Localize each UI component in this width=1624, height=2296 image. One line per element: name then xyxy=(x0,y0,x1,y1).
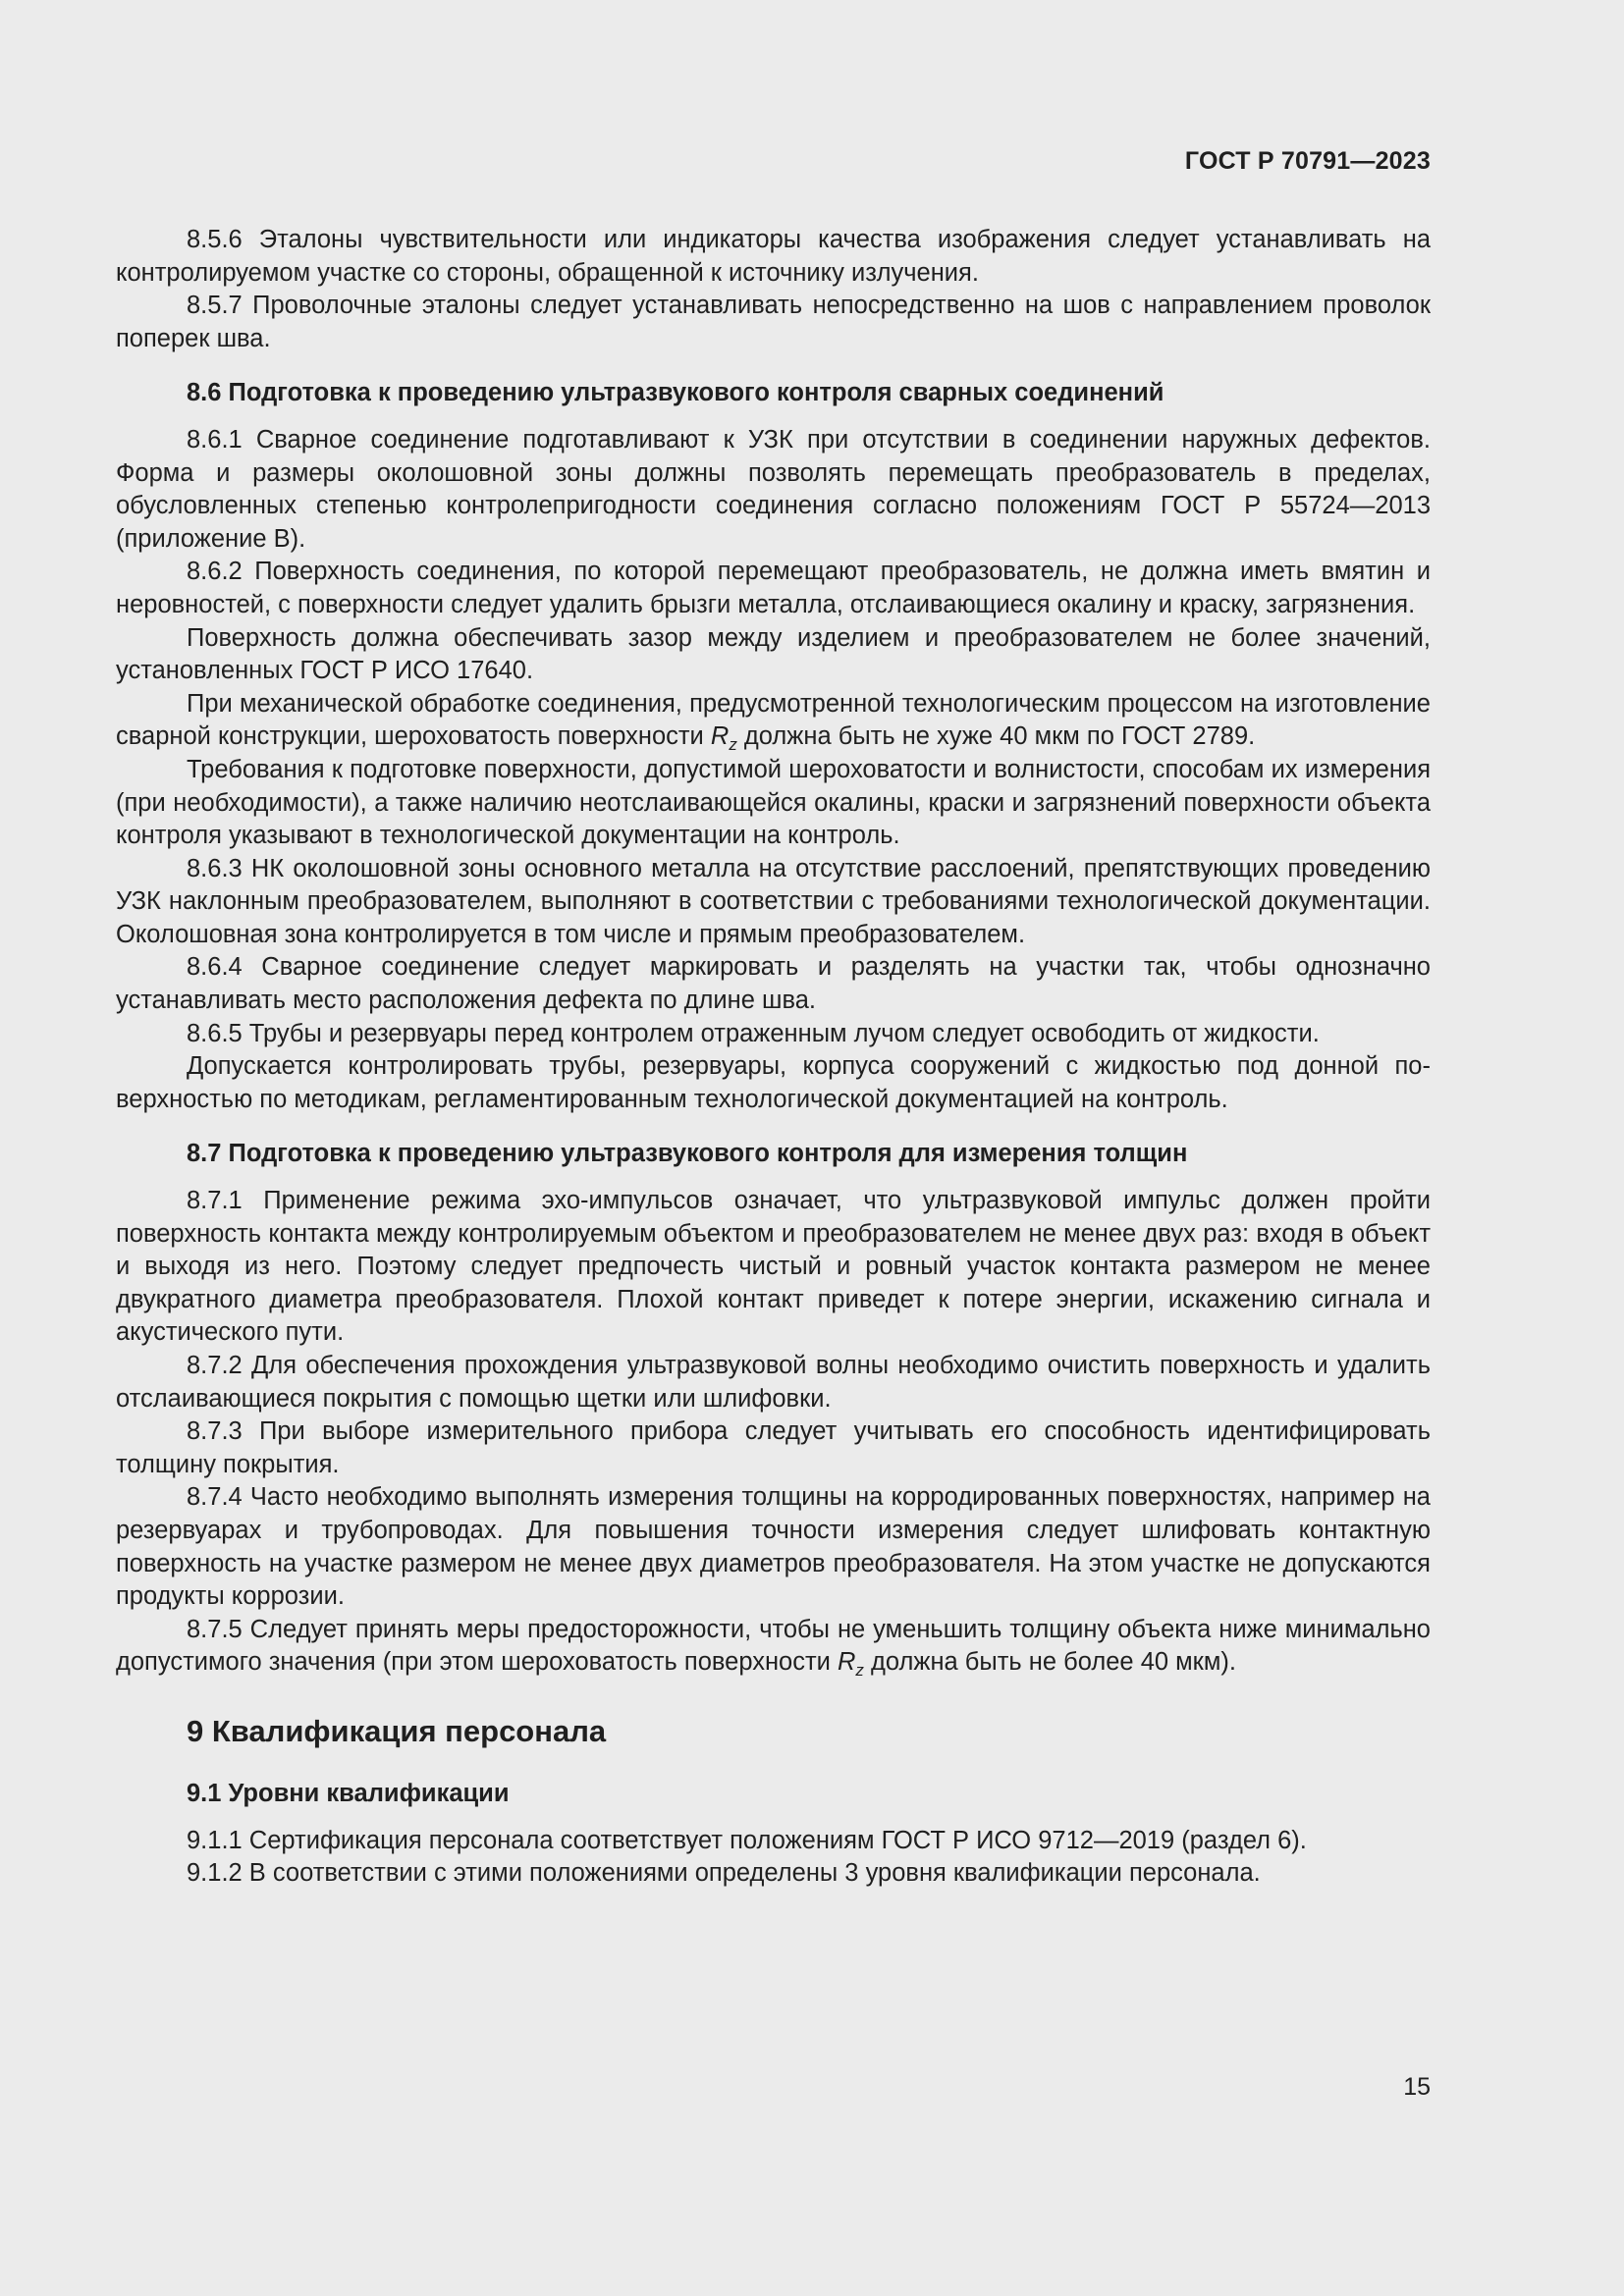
paragraph-mechanical-treatment-start: При механической обработке соединения, предусмотренной технологическим процессом на изготовление сварной конструкции, шероховатость поверхности xyxy=(116,689,1431,751)
paragraph-8-5-6: 8.5.6 Эталоны чувствительности или индикаторы качества изображения следует устанавливать на контролируемом участке со стороны, обращенной к источнику излучения. xyxy=(116,226,1431,287)
roughness-symbol-letter: R xyxy=(710,722,730,751)
paragraph-liquid-allowed: Допускается контролировать трубы, резервуары, корпуса сооружений с жидкостью под донной поверхностью по методикам, регламентированным технологической документацией на контроль. xyxy=(116,1052,1431,1113)
paragraph-8-5-7: 8.5.7 Проволочные эталоны следует устанавливать непосредственно на шов с направлением проволок поперек шва. xyxy=(116,292,1431,352)
paragraph-8-6-5: 8.6.5 Трубы и резервуары перед контролем отраженным лучом следует освободить от жидкости. xyxy=(187,1019,1320,1047)
paragraph-9-1-2: 9.1.2 В соответствии с этими положениями определены 3 уровня квалификации персонала. xyxy=(187,1859,1261,1888)
roughness-symbol-letter: R xyxy=(838,1648,856,1677)
paragraph-surface-requirements: Требования к подготовке поверхности, допустимой шероховатости и волнистости, способам их измерения (при необходимости), а также наличию неотслаивающейся окалины, краски и загрязнений поверхности объекта контроля указывают в технологической документации на контроль. xyxy=(116,755,1431,850)
paragraph-surface-gap: Поверхность должна обеспечивать зазор между изделием и преобразователем не более значений, установленных ГОСТ Р ИСО 17640. xyxy=(116,623,1431,685)
page-content xyxy=(116,224,1431,1891)
section-heading-8-7: 8.7 Подготовка к проведению ультразвукового контроля для измерения толщин xyxy=(187,1140,1188,1168)
document-code: ГОСТ Р 70791—2023 xyxy=(1184,147,1431,175)
section-heading-9-1: 9.1 Уровни квалификации xyxy=(187,1779,510,1807)
section-heading-8-6: 8.6 Подготовка к проведению ультразвукового контроля сварных соединений xyxy=(187,379,1164,407)
paragraph-8-7-5-start: 8.7.5 Следует принять меры предосторожности, чтобы не уменьшить толщину объекта ниже минимально допустимого значения (при этом шероховатость поверхности xyxy=(116,1615,1431,1677)
roughness-symbol xyxy=(838,1648,864,1681)
paragraph-mechanical-treatment-end: должна быть не хуже 40 мкм по ГОСТ 2789. xyxy=(743,722,1256,751)
roughness-symbol xyxy=(710,722,737,755)
chapter-heading-9: 9 Квалификация персонала xyxy=(187,1713,607,1748)
paragraph-8-7-2: 8.7.2 Для обеспечения прохождения ультразвуковой волны необходимо очистить поверхность и удалить отслаивающиеся покрытия с помощью щетки или шлифовки. xyxy=(116,1352,1431,1413)
paragraph-8-6-3: 8.6.3 НК околошовной зоны основного металла на отсутствие расслоений, препятствующих проведению УЗК наклонным преобразователем, выполняют в соответствии с требованиями технологической документации. Околошовная зона контролируется в том числе и прямым преобразователем. xyxy=(116,854,1431,948)
paragraph-8-7-5-end: должна быть не более 40 мкм). xyxy=(871,1648,1236,1677)
paragraph-8-7-3: 8.7.3 При выборе измерительного прибора следует учитывать его способность идентифицировать толщину покрытия. xyxy=(116,1417,1431,1478)
page-number: 15 xyxy=(1403,2073,1431,2101)
roughness-symbol-subscript: z xyxy=(855,1661,864,1681)
paragraph-mechanical-treatment xyxy=(116,688,1431,754)
paragraph-8-6-2: 8.6.2 Поверхность соединения, по которой перемещают преобразователь, не должна иметь вмятин и неровностей, с поверхности следует удалить брызги металла, отслаивающиеся окалину и краску, загрязнения. xyxy=(116,558,1431,618)
paragraph-8-6-4: 8.6.4 Сварное соединение следует маркировать и разделять на участки так, чтобы однозначно устанавливать место расположения дефекта по длине шва. xyxy=(116,953,1431,1015)
paragraph-8-7-4: 8.7.4 Часто необходимо выполнять измерения толщины на корродированных поверхностях, например на резервуарах и трубопроводах. Для повышения точности измерения следует шлифовать контактную поверхность на участке размером не менее двух диаметров преобразователя. На этом участке не допускаются продукты коррозии. xyxy=(116,1483,1431,1611)
paragraph-8-6-1: 8.6.1 Сварное соединение подготавливают к УЗК при отсутствии в соединении наружных дефектов. Форма и размеры околошовной зоны должны позволять перемещать преобразователь в пределах, обусловленных степенью контролепригодности соединения согласно положениям ГОСТ Р 55724—2013 (приложение В). xyxy=(116,425,1431,553)
paragraph-8-7-1: 8.7.1 Применение режима эхо-импульсов означает, что ультразвуковой импульс должен пройти поверхность контакта между контролируемым объектом и преобразователем не менее двух раз: входя в объект и выходя из него. Поэтому следует предпочесть чистый и ровный участок контакта размером не менее двукратного диаметра преобразователя. Плохой контакт приведет к потере энергии, искажению сигнала и акустического пути. xyxy=(116,1187,1431,1347)
paragraph-8-7-5 xyxy=(116,1614,1431,1680)
paragraph-9-1-1: 9.1.1 Сертификация персонала соответствует положениям ГОСТ Р ИСО 9712—2019 (раздел 6). xyxy=(187,1826,1307,1854)
roughness-symbol-subscript: z xyxy=(729,735,737,755)
